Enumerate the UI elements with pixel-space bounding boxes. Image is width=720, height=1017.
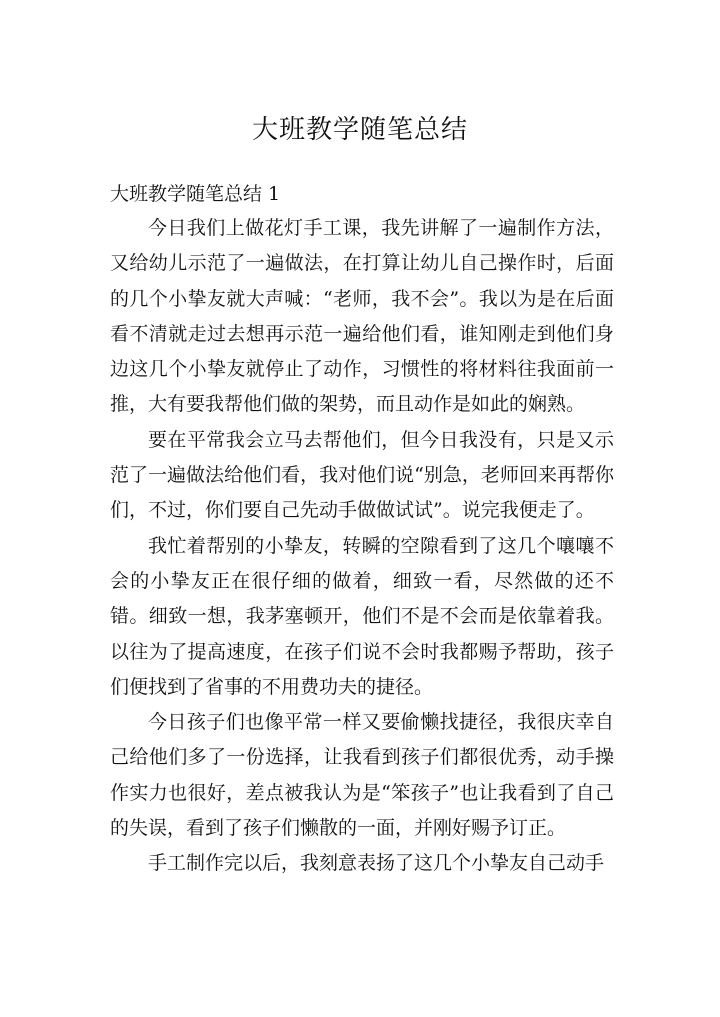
- paragraph: 要在平常我会立马去帮他们，但今日我没有，只是又示范了一遍做法给他们看，我对他们说“别急，老师回来再帮你们，不过，你们要自己先动手做做试试”。说完我便走了。: [110, 428, 614, 522]
- document-title: 大班教学随笔总结: [251, 115, 468, 145]
- paragraph: 我忙着帮别的小挚友，转瞬的空隙看到了这几个嚷嚷不会的小挚友正在很仔细的做着，细致一看，尽然做的还不错。细致一想，我茅塞顿开，他们不是不会而是依靠着我。以往为了提高速度，在孩子们说不会时我都赐予帮助，孩子们便找到了省事的不用费功夫的捷径。: [110, 534, 614, 698]
- section-heading: 大班教学随笔总结 1: [110, 183, 281, 205]
- document-body: [110, 211, 614, 882]
- paragraph: 今日孩子们也像平常一样又要偷懒找捷径，我很庆幸自己给他们多了一份选择，让我看到孩子们都很优秀，动手操作实力也很好，差点被我认为是“笨孩子”也让我看到了自己的失误，看到了孩子们懒散的一面，并刚好赐予订正。: [110, 711, 614, 840]
- paragraph: 今日我们上做花灯手工课，我先讲解了一遍制作方法，又给幼儿示范了一遍做法，在打算让幼儿自己操作时，后面的几个小挚友就大声喊：“老师，我不会”。我以为是在后面看不清就走过去想再示范一遍给他们看，谁知刚走到他们身边这几个小挚友就停止了动作，习惯性的将材料往我面前一推，大有要我帮他们做的架势，而且动作是如此的娴熟。: [110, 217, 614, 416]
- paragraph: 手工制作完以后，我刻意表扬了这几个小挚友自己动手: [148, 852, 605, 875]
